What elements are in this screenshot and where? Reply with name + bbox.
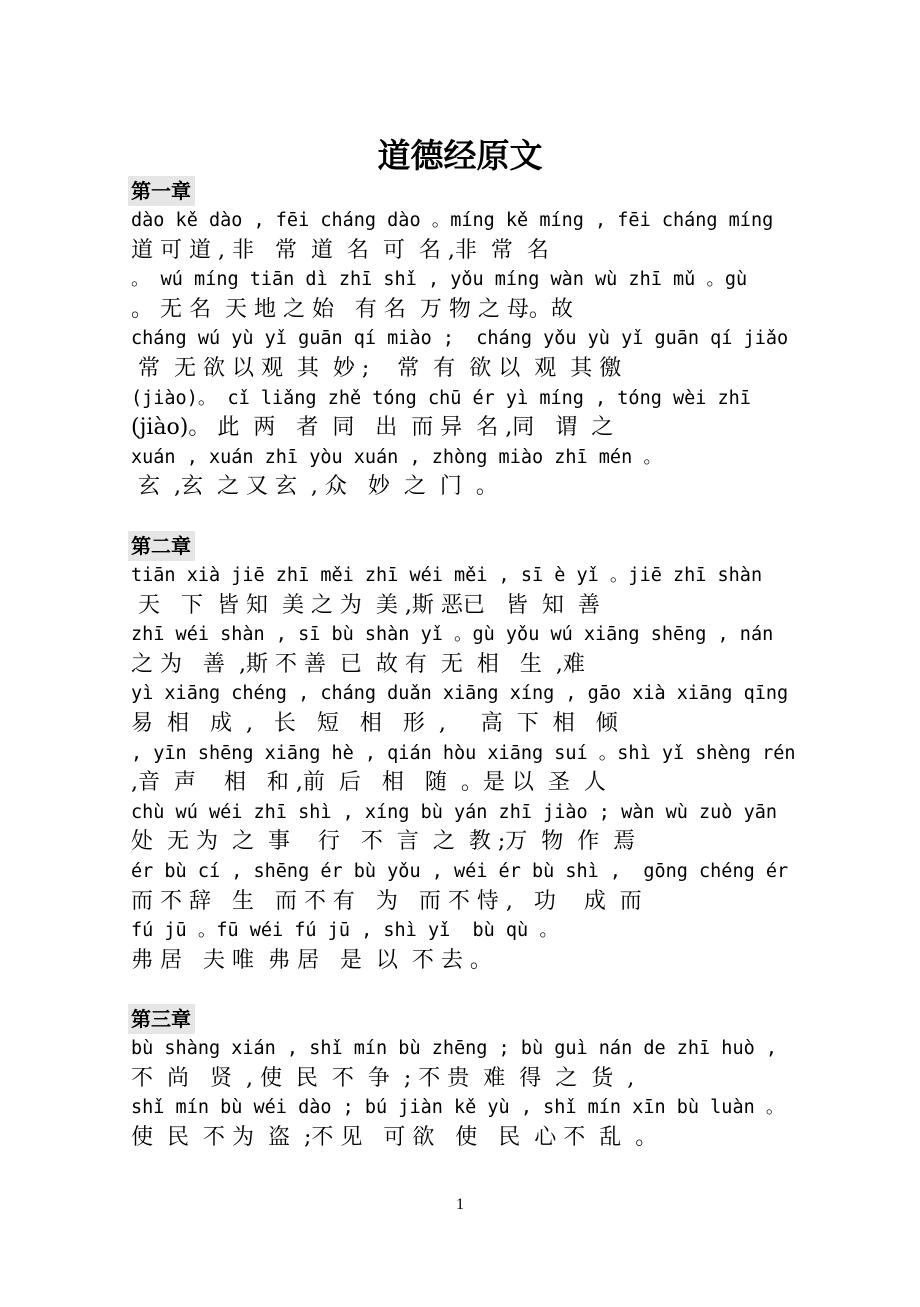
pinyin-line: fú jū 。fū wéi fú jū , shì yǐ bù qù 。 [131,920,558,942]
hanzi-line: 玄 ,玄 之 又 玄 , 众 妙 之 门 。 [131,474,498,500]
chapter-text [131,206,788,502]
chapter-text [131,1034,784,1152]
hanzi-line: 处 无 为 之 事 行 不 言 之 教 ;万 物 作 焉 [131,829,636,855]
hanzi-line: 道 可 道 , 非 常 道 名 可 名 ,非 常 名 [131,237,549,263]
hanzi-line: 而 不 辞 生 而 不 有 为 而 不 恃 , 功 成 而 [131,888,642,914]
hanzi-line: 易 相 成 , 长 短 相 形 , 高 下 相 倾 [131,710,618,736]
pinyin-line: tiān xià jiē zhī měi zhī wéi měi , sī è yǐ 。jiē zhī shàn [131,565,763,586]
pinyin-line: bù shàng xián , shǐ mín bù zhēng ; bù guì nán de zhī huò , [131,1038,778,1059]
pinyin-line: shǐ mín bù wéi dào ; bú jiàn kě yù , shǐ mín xīn bù luàn 。 [131,1097,785,1119]
pinyin-line: (jiào)。 cǐ liǎng zhě tóng chū ér yì míng , tóng wèi zhī [131,387,751,409]
chapter-heading: 第二章 [128,531,195,561]
hanzi-line: 。 无 名 天 地 之 始 有 名 万 物 之 母。故 [131,296,573,322]
pinyin-line: chù wú wéi zhī shì , xíng bù yán zhī jiào ; wàn wù zuò yān [131,801,778,823]
hanzi-line: 天 下 皆 知 美 之 为 美 ,斯 恶已 皆 知 善 [131,592,600,618]
pinyin-line: dào kě dào , fēi cháng dào 。míng kě míng , fēi cháng míng [131,210,774,231]
hanzi-line: 使 民 不 为 盗 ;不 见 可 欲 使 民 心 不 乱 。 [131,1124,658,1150]
page-number: 1 [456,1196,464,1213]
hanzi-line: ,音 声 相 和 ,前 后 相 随 。是 以 圣 人 [131,770,606,796]
pinyin-line: , yīn shēng xiāng hè , qián hòu xiāng suí 。shì yǐ shèng rén [131,742,796,764]
pinyin-line: cháng wú yù yǐ guān qí miào ; cháng yǒu yù yǐ guān qí jiǎo [131,328,789,350]
chapter-heading: 第三章 [128,1004,195,1034]
hanzi-line: 不 尚 贤 , 使 民 不 争 ; 不 贵 难 得 之 货 , [131,1065,635,1091]
chapter-text [131,561,796,975]
hanzi-line: (jiào)。 此 两 者 同 出 而 异 名 ,同 谓 之 [131,415,614,441]
page-title: 道德经原文 [377,136,543,175]
pinyin-line: 。 wú míng tiān dì zhī shǐ , yǒu míng wàn wù zhī mǔ 。gù [131,269,748,291]
pinyin-line: zhī wéi shàn , sī bù shàn yǐ 。gù yǒu wú xiāng shēng , nán [131,624,774,646]
chapter-heading: 第一章 [128,176,195,206]
hanzi-line: 弗 居 夫 唯 弗 居 是 以 不 去 。 [131,947,492,973]
hanzi-line: 常 无 欲 以 观 其 妙 ; 常 有 欲 以 观 其 徼 [131,355,622,381]
pinyin-line: yì xiāng chéng , cháng duǎn xiāng xíng , gāo xià xiāng qīng [131,683,789,705]
pinyin-line: ér bù cí , shēng ér bù yǒu , wéi ér bù shì , gōng chéng ér [131,860,789,882]
hanzi-line: 之 为 善 ,斯 不 善 已 故 有 无 相 生 ,难 [131,651,585,677]
pinyin-line: xuán , xuán zhī yòu xuán , zhòng miào zhī mén 。 [131,446,662,468]
